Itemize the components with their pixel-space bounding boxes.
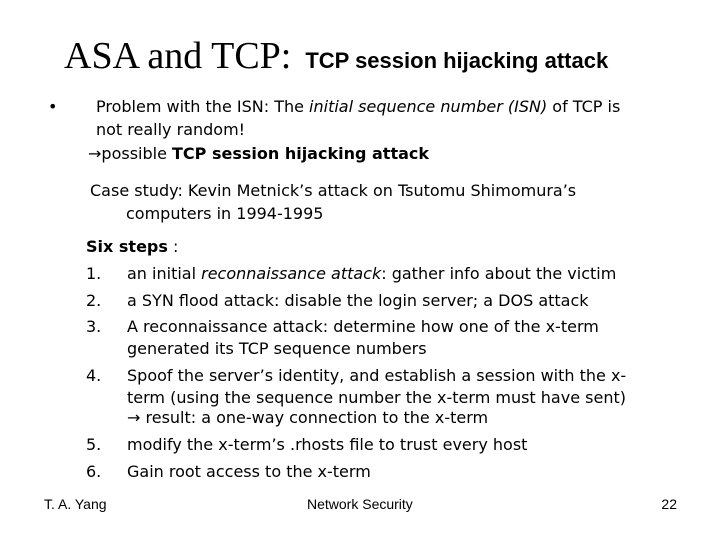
steps-heading — [86, 236, 178, 257]
steps-heading-rest: : — [167, 237, 179, 256]
step-number: 6. — [86, 462, 102, 481]
slide-title-main: ASA and TCP: — [64, 35, 292, 77]
case-study-line-1: Case study: Kevin Metnick’s attack on Tsutomu Shimomura’s — [90, 181, 577, 200]
step-number: 2. — [86, 291, 102, 310]
step-1-text: an initial — [127, 264, 202, 283]
isn-attack-name: TCP session hijacking attack — [172, 144, 430, 163]
slide-title-sub: TCP session hijacking attack — [305, 48, 609, 73]
step-4-line-3 — [127, 407, 488, 428]
slide-title — [64, 34, 608, 78]
step-number: 1. — [86, 264, 102, 283]
isn-term: initial sequence number (ISN) — [309, 97, 548, 116]
step-1 — [127, 263, 616, 284]
step-1-term: reconnaissance attack — [201, 264, 382, 283]
arrow-icon: → — [88, 144, 102, 163]
isn-possible-text: possible — [101, 144, 172, 163]
step-4-line-2: term (using the sequence number the x-term must have sent) — [127, 388, 626, 407]
step-number: 5. — [86, 435, 102, 454]
isn-line-2: not really random! — [96, 120, 246, 139]
steps-heading-bold: Six steps — [86, 237, 168, 256]
isn-line-3 — [88, 143, 429, 164]
footer-author: T. A. Yang — [44, 496, 107, 512]
case-study-line-2: computers in 1994-1995 — [126, 204, 324, 223]
step-6: Gain root access to the x-term — [127, 462, 371, 481]
step-5: modify the x-term’s .rhosts file to trust every host — [127, 435, 528, 454]
isn-line-1 — [96, 96, 620, 117]
step-number: 4. — [86, 366, 102, 385]
step-3-line-1: A reconnaissance attack: determine how one of the x-term — [127, 317, 599, 336]
arrow-icon: → — [127, 408, 141, 427]
step-1-text-end: : gather info about the victim — [381, 264, 617, 283]
step-3-line-2: generated its TCP sequence numbers — [127, 339, 427, 358]
isn-text-end: of TCP is — [547, 97, 621, 116]
bullet-marker: • — [48, 97, 58, 116]
step-number: 3. — [86, 317, 102, 336]
step-4-result: result: a one-way connection to the x-term — [140, 408, 489, 427]
footer-page-number: 22 — [661, 496, 677, 512]
isn-text: Problem with the ISN: The — [96, 97, 310, 116]
footer-course: Network Security — [307, 496, 413, 512]
step-2: a SYN flood attack: disable the login server; a DOS attack — [127, 291, 589, 310]
step-4-line-1: Spoof the server’s identity, and establish a session with the x- — [127, 366, 627, 385]
